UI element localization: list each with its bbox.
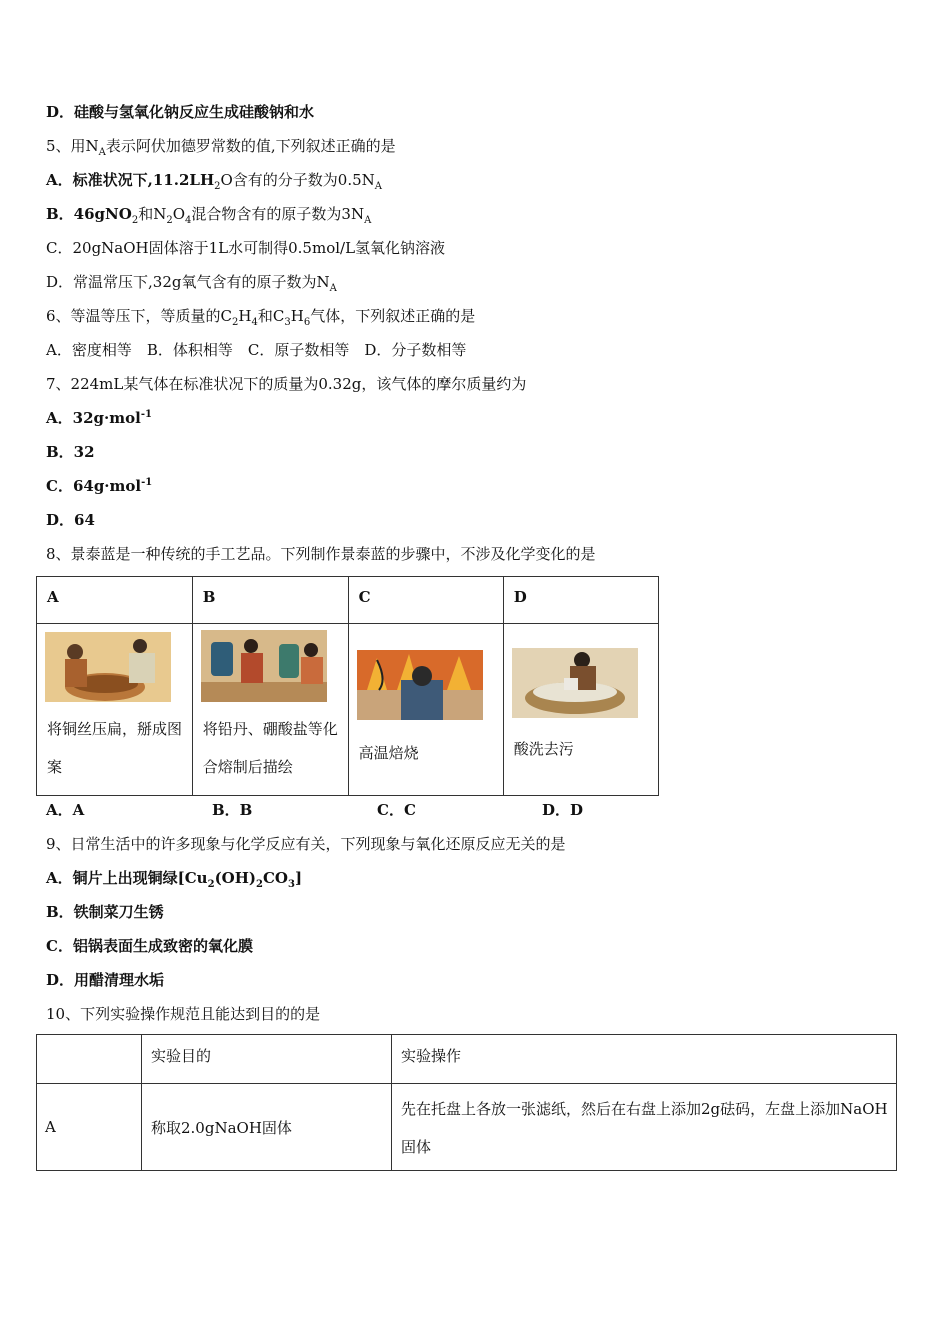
q10-header-purpose: 实验目的	[142, 1035, 392, 1084]
illustration-acid-washing	[512, 648, 638, 718]
q8-cell-d	[503, 624, 658, 796]
q10-stem: 10、下列实验操作规范且能达到目的的是	[46, 1005, 321, 1023]
q9-option-b: B．铁制菜刀生锈	[46, 903, 164, 921]
illustration-enamel-painting	[201, 630, 327, 702]
q10-header-operation: 实验操作	[392, 1035, 897, 1084]
q8-image-b	[201, 630, 327, 702]
q8-stem: 8、景泰蓝是一种传统的手工艺品。下列制作景泰蓝的步骤中，不涉及化学变化的是	[46, 545, 596, 563]
q7-option-c: C．64g·mol$^{-1}$	[46, 477, 153, 495]
q6-options: A．密度相等 B．体积相等 C．原子数相等 D．分子数相等	[46, 341, 467, 359]
q7-option-a: A．32g·mol$^{-1}$	[46, 409, 152, 427]
illustration-artisans-copper-wire	[45, 632, 171, 702]
q10-header-blank	[37, 1035, 142, 1084]
illustration-kiln-firing	[357, 650, 483, 720]
q8-cell-c	[348, 624, 503, 796]
q5-option-c: C．20gNaOH固体溶于1L水可制得0.5mol/L氢氧化钠溶液	[46, 239, 446, 257]
q8-table	[36, 576, 659, 796]
q8-cell-a	[37, 624, 193, 796]
q8-cell-b	[192, 624, 348, 796]
q5-option-b: B．46gNO$_2$和$N_2O_4$混合物含有的原子数为$3N_A$	[46, 205, 372, 226]
q10-table	[36, 1034, 897, 1171]
q8-option-b: B．B	[212, 801, 253, 819]
q8-header-b: B	[192, 577, 348, 624]
q9-option-c: C．铝锅表面生成致密的氧化膜	[46, 937, 253, 955]
q5-stem: 5、用$N_A$表示阿伏加德罗常数的值,下列叙述正确的是	[46, 137, 396, 158]
q8-text-b: 将铅丹、硼酸盐等化合熔制后描绘	[202, 720, 338, 776]
q8-header-c: C	[348, 577, 503, 624]
q8-image-a	[45, 632, 171, 702]
q8-header-d: D	[503, 577, 658, 624]
q8-option-d: D．D	[542, 801, 584, 819]
q7-stem: 7、224mL某气体在标准状况下的质量为0.32g，该气体的摩尔质量约为	[46, 375, 527, 393]
q8-header-a: A	[37, 577, 193, 624]
q10-row-label: A	[37, 1084, 142, 1171]
q8-option-c: C．C	[377, 801, 416, 819]
q9-option-a: A．铜片上出现铜绿$[Cu_2(OH)_2CO_3]$	[46, 869, 303, 890]
q8-option-a: A．A	[46, 801, 85, 819]
q9-option-d: D．用醋清理水垢	[46, 971, 165, 989]
q4-option-d: D．硅酸与氢氧化钠反应生成硅酸钠和水	[46, 103, 315, 121]
q8-text-c: 高温焙烧	[358, 744, 419, 762]
q5-option-a: A．标准状况下$,11.2LH_2O$含有的分子数为$0.5N_A$	[46, 171, 383, 192]
q8-image-c	[357, 650, 483, 720]
q8-text-a: 将铜丝压扁，掰成图案	[47, 720, 183, 776]
q5-option-d: D．常温常压下,32g氧气含有的原子数为$N_A$	[46, 273, 337, 294]
q6-stem: 6、等温等压下，等质量的$C_2H_4$和$C_3H_6$气体，下列叙述正确的是	[46, 307, 476, 328]
q8-text-d: 酸洗去污	[513, 740, 574, 758]
q9-stem: 9、日常生活中的许多现象与化学反应有关，下列现象与氧化还原反应无关的是	[46, 835, 566, 853]
q7-option-d: D．64	[46, 511, 95, 529]
q10-row-purpose: 称取2.0gNaOH固体	[142, 1084, 392, 1171]
q10-row-operation: 先在托盘上各放一张滤纸，然后在右盘上添加2g砝码，左盘上添加NaOH固体	[392, 1084, 897, 1171]
q7-option-b: B．32	[46, 443, 95, 461]
q8-image-d	[512, 648, 638, 718]
